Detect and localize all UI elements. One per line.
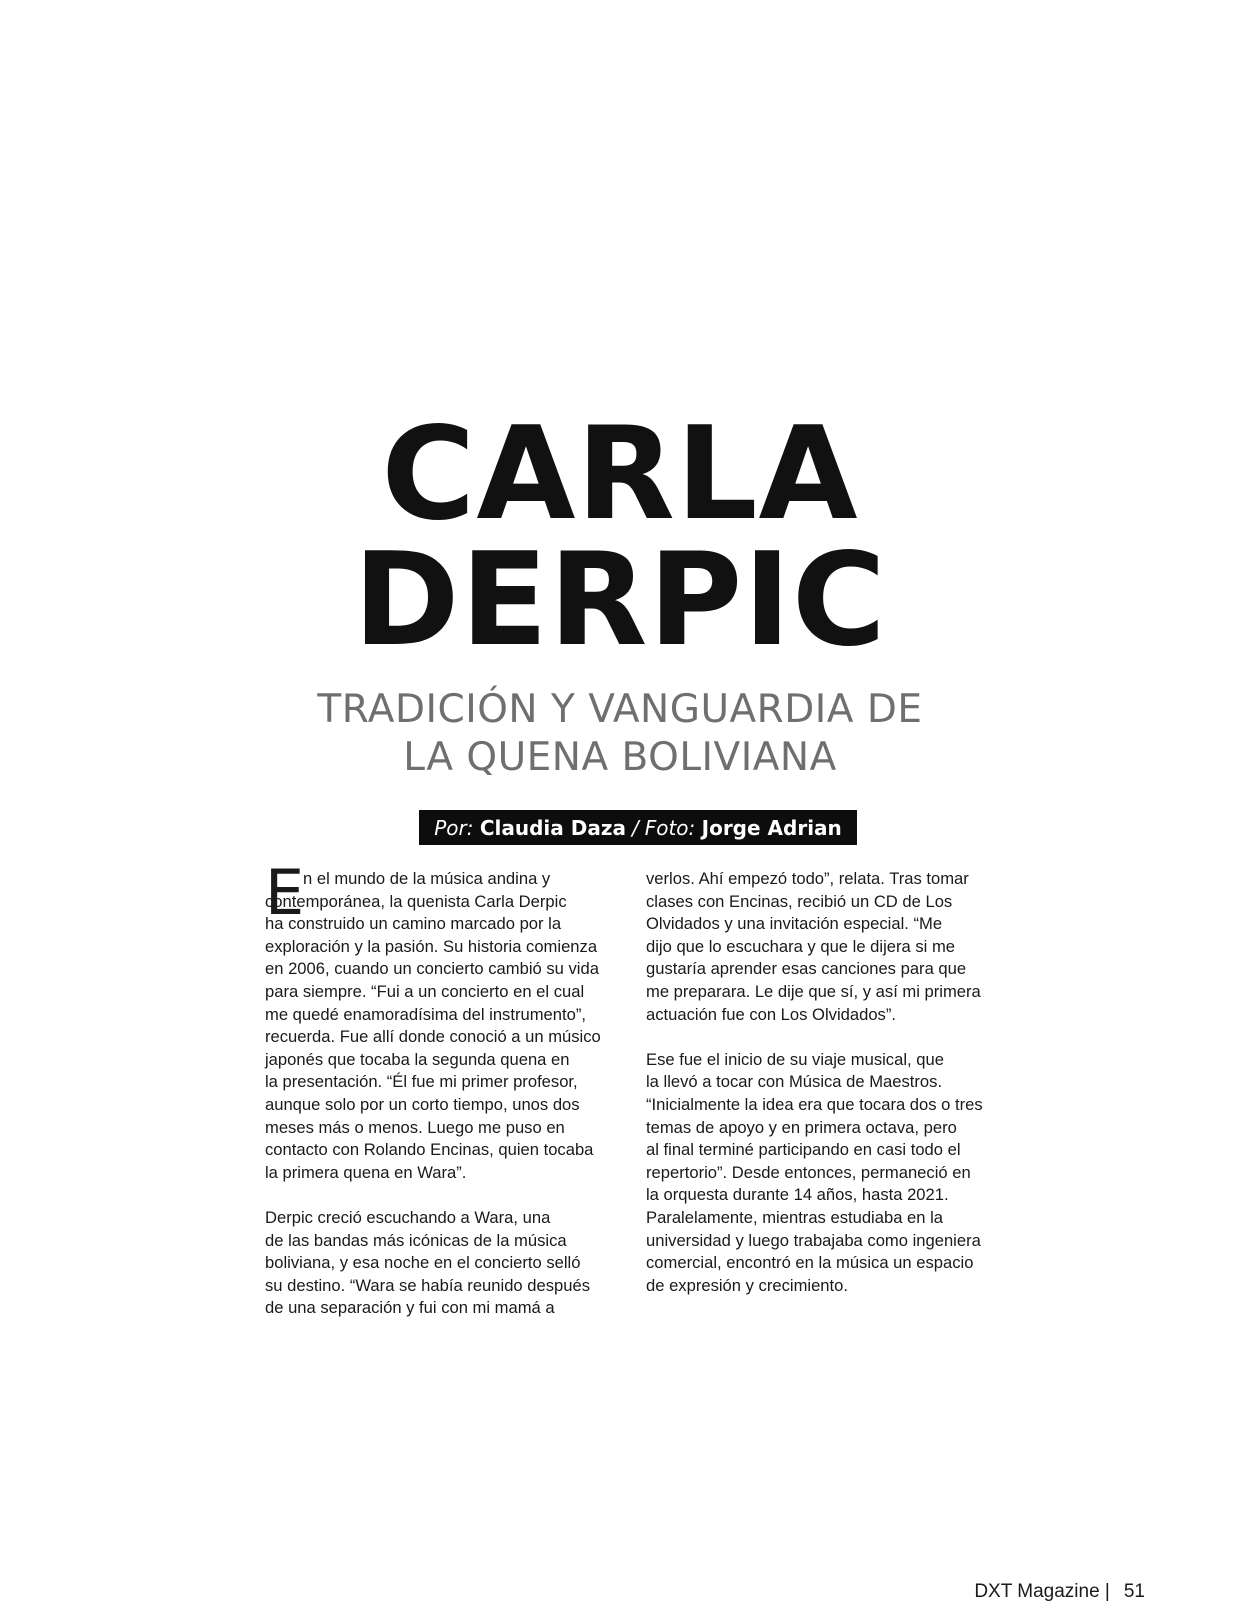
body-text-line: n el mundo de la música andina y: [303, 869, 551, 888]
body-text-line: clases con Encinas, recibió un CD de Los: [646, 891, 953, 911]
body-text-line: me quedé enamoradísima del instrumento”,: [265, 1004, 586, 1024]
subtitle-line-1: TRADICIÓN Y VANGUARDIA DE: [317, 687, 923, 732]
body-text-line: de una separación y fui con mi mamá a: [265, 1298, 555, 1318]
drop-cap: E: [265, 856, 305, 929]
article-title: [0, 400, 1240, 675]
body-text-line: contemporánea, la quenista Carla Derpic: [265, 891, 567, 911]
body-text-line: comercial, encontró en la música un espacio: [646, 1253, 974, 1273]
body-text-line: exploración y la pasión. Su historia comienza: [265, 936, 598, 956]
body-text-line: verlos. Ahí empezó todo”, relata. Tras tomar: [646, 869, 969, 888]
body-text-line: contacto con Rolando Encinas, quien tocaba: [265, 1140, 594, 1160]
body-text-line: la orquesta durante 14 años, hasta 2021.: [646, 1185, 949, 1205]
body-text-line: recuerda. Fue allí donde conoció a un músico: [265, 1027, 601, 1047]
body-text-line: ha construido un camino marcado por la: [265, 914, 562, 934]
body-text-line: actuación fue con Los Olvidados”.: [646, 1004, 896, 1024]
body-text-line: la presentación. “Él fue mi primer profesor,: [265, 1072, 578, 1092]
author-label: Por:: [434, 815, 474, 840]
paragraph-gap: [265, 1184, 600, 1207]
body-text-line: boliviana, y esa noche en el concierto selló: [265, 1253, 581, 1273]
article-subtitle: [0, 686, 1240, 782]
body-text-line: repertorio”. Desde entonces, permaneció en: [646, 1162, 971, 1182]
body-column-right: [646, 868, 981, 1297]
body-text-line: Olvidados y una invitación especial. “Me: [646, 914, 943, 934]
title-line-1: CARLA: [381, 400, 859, 549]
author-name: Claudia Daza: [479, 815, 626, 840]
magazine-name: DXT Magazine |: [974, 1581, 1110, 1602]
body-text-line: japonés que tocaba la segunda quena en: [265, 1049, 570, 1069]
body-text-line: aunque solo por un corto tiempo, unos dos: [265, 1094, 580, 1114]
body-text-line: Derpic creció escuchando a Wara, una: [265, 1207, 551, 1227]
body-text-line: de las bandas más icónicas de la música: [265, 1230, 567, 1250]
subtitle-line-2: LA QUENA BOLIVIANA: [403, 735, 837, 780]
page-number: 51: [1123, 1581, 1145, 1602]
body-text-line: la llevó a tocar con Música de Maestros.: [646, 1072, 943, 1092]
body-text-line: para siempre. “Fui a un concierto en el cual: [265, 981, 585, 1001]
photographer-name: Jorge Adrian: [701, 815, 842, 840]
paragraph-gap: [646, 1026, 981, 1049]
body-column-left: [265, 868, 600, 1320]
body-text-line: gustaría aprender esas canciones para que: [646, 959, 967, 979]
body-text-line: Paralelamente, mientras estudiaba en la: [646, 1207, 944, 1227]
body-text-line: meses más o menos. Luego me puso en: [265, 1117, 565, 1137]
byline-bar: [419, 810, 857, 845]
page-footer: [974, 1581, 1145, 1603]
body-text-line: la primera quena en Wara”.: [265, 1162, 467, 1182]
photo-label: Foto:: [644, 815, 696, 840]
body-text-line: de expresión y crecimiento.: [646, 1275, 848, 1295]
body-text-line: su destino. “Wara se había reunido después: [265, 1275, 591, 1295]
body-text-line: universidad y luego trabajaba como ingeniera: [646, 1230, 981, 1250]
body-text-line: dijo que lo escuchara y que le dijera si me: [646, 936, 956, 956]
body-text-line: “Inicialmente la idea era que tocara dos o tres: [646, 1094, 983, 1114]
body-text-line: al final terminé participando en casi todo el: [646, 1140, 961, 1160]
byline-separator: /: [631, 815, 639, 840]
title-line-2: DERPIC: [353, 526, 887, 675]
body-text-line: me preparara. Le dije que sí, y así mi primera: [646, 981, 981, 1001]
body-text-line: temas de apoyo y en primera octava, pero: [646, 1117, 957, 1137]
body-text-line: en 2006, cuando un concierto cambió su vida: [265, 959, 599, 979]
body-text-line: Ese fue el inicio de su viaje musical, que: [646, 1049, 944, 1069]
